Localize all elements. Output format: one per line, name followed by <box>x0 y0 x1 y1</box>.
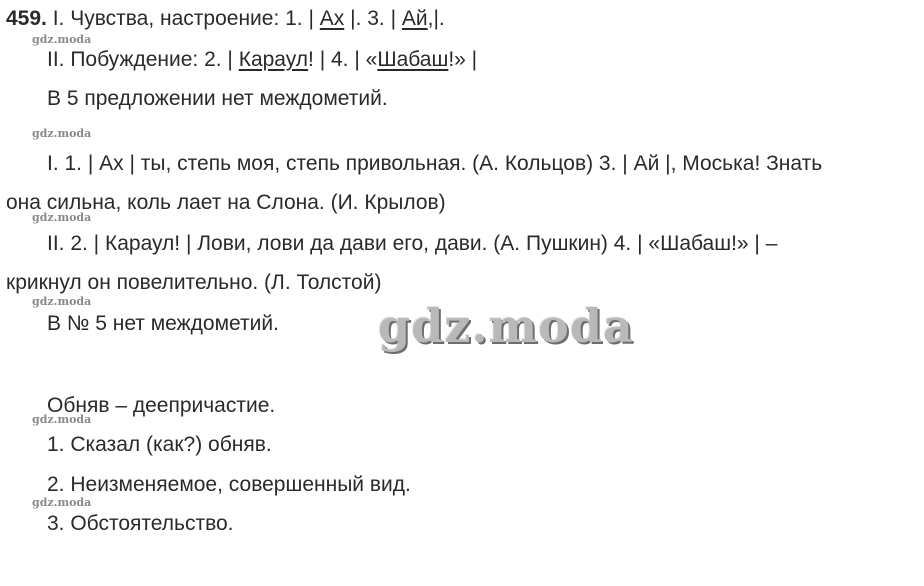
watermark-small: gdz.moda <box>32 496 92 509</box>
exercise-note: В 5 предложении нет междометий. <box>47 87 388 110</box>
interjection-karaul: Караул <box>238 48 309 71</box>
exercise-line-1: 459. I. Чувства, настроение: 1. | Ах |. 3. | Ай,|. <box>6 7 445 30</box>
watermark-small: gdz.moda <box>32 295 92 308</box>
analysis-item-1: 1. Сказал (как?) обняв. <box>47 433 272 456</box>
watermark-small: gdz.moda <box>32 127 92 140</box>
interjection-shabash: Шабаш <box>377 48 449 71</box>
watermark-logo: gdz.moda <box>378 299 634 353</box>
watermark-small: gdz.moda <box>32 33 92 46</box>
analysis-item-2: 2. Неизменяемое, совершенный вид. <box>47 473 411 496</box>
example-line-2: она сильна, коль лает на Слона. (И. Крылов) <box>6 191 446 214</box>
example-line-4: крикнул он повелительно. (Л. Толстой) <box>6 271 382 294</box>
watermark-small: gdz.moda <box>32 413 92 426</box>
analysis-title: Обняв – деепричастие. <box>47 394 276 417</box>
analysis-item-3: 3. Обстоятельство. <box>47 512 234 535</box>
example-line-5: В № 5 нет междометий. <box>47 312 279 335</box>
watermark-small: gdz.moda <box>32 211 92 224</box>
example-line-1: I. 1. | Ах | ты, степь моя, степь привольная. (А. Кольцов) 3. | Ай |, Моська! Знать <box>47 152 823 175</box>
interjection-ah: Ах <box>319 7 345 30</box>
interjection-ai: Ай <box>401 7 428 30</box>
exercise-line-2: II. Побуждение: 2. | Караул! | 4. | «Шабаш!» | <box>47 48 478 71</box>
example-line-3: II. 2. | Караул! | Лови, лови да дави его, дави. (А. Пушкин) 4. | «Шабаш!» | – <box>47 232 778 255</box>
exercise-number: 459. <box>6 7 47 30</box>
